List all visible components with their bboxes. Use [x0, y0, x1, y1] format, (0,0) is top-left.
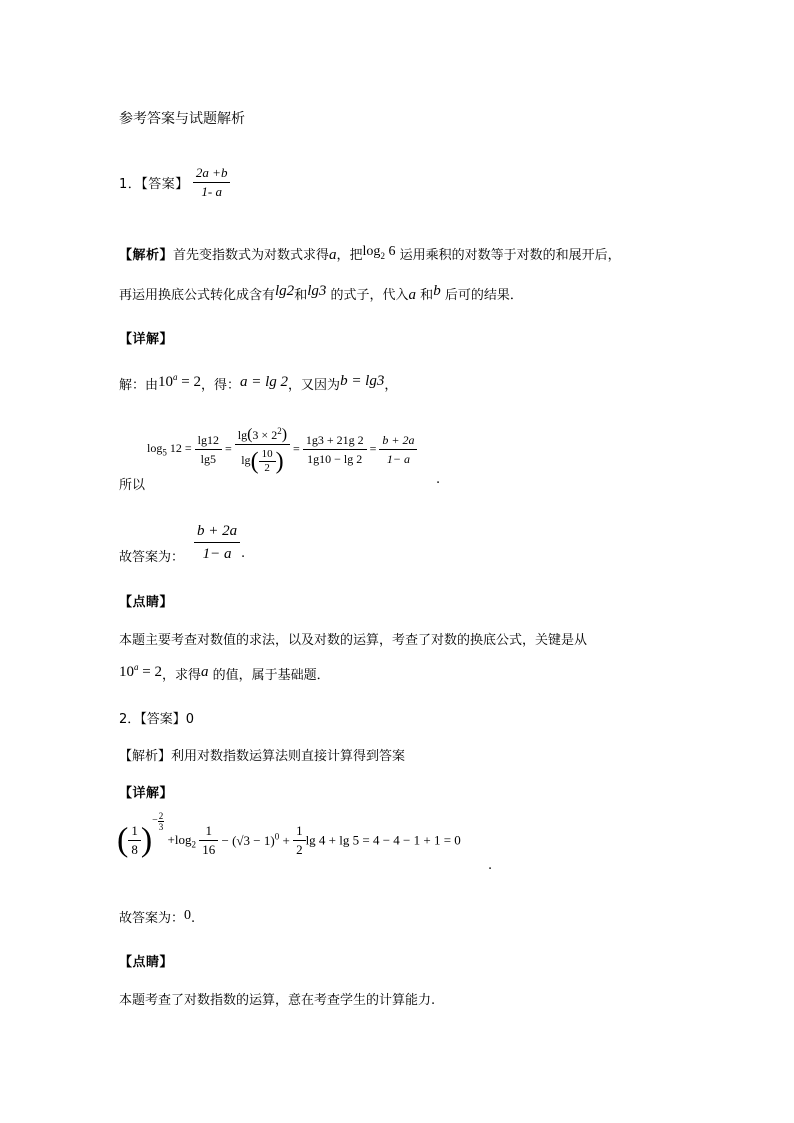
q1-analysis-line1	[119, 244, 621, 265]
chain-t2-den-den: 2	[264, 461, 270, 474]
q1-so-dot: .	[436, 472, 441, 487]
q1-final-dot: .	[241, 546, 246, 561]
q1-remark-10a: 10$^a$ = 2	[119, 662, 162, 680]
q1-so-label: 所以	[119, 478, 146, 493]
q1-answer	[119, 164, 230, 201]
q1-remark-10a-rhs: = 2	[142, 664, 162, 680]
q1-log2-6-arg: 6	[388, 244, 396, 259]
chain-t2-den-num: 10	[259, 448, 276, 462]
q1-analysis-text-2d: 和	[420, 288, 434, 303]
chain-t2-den-pre: lg	[241, 453, 251, 467]
q1-analysis-text-2e: 后可的结果．	[444, 288, 523, 303]
q2-frac-8: 8	[131, 842, 138, 857]
q2-eq-dot: .	[488, 858, 493, 873]
q1-lg2: lg2	[275, 283, 295, 299]
q2-log-part: $+\log_2$	[167, 831, 196, 850]
chain-t1-den: lg5	[200, 451, 216, 466]
q1-analysis-text-2a: 再运用换底公式转化成含有	[119, 288, 276, 303]
chain-t2-den: lg( $\frac{10}{2}$ )	[241, 447, 284, 475]
q1-lg3: lg3	[307, 283, 327, 299]
q1-final-den: 1− a	[202, 546, 232, 562]
q2-half-den: 2	[296, 842, 303, 857]
q2-log-text: +log	[167, 831, 192, 847]
q1-eq-b: b = lg3	[340, 373, 385, 389]
q2-minus-paren: − (√3 − 1)	[221, 833, 275, 849]
q1-var-a-2: a	[408, 287, 417, 303]
q1-analysis-text-1b: ，把	[336, 248, 363, 263]
page-title: 参考答案与试题解析	[119, 111, 245, 127]
q1-analysis-text-2b: 和	[294, 288, 308, 303]
q2-remark-tag: 【点睛】	[119, 955, 174, 970]
q2-final-val: 0	[184, 908, 192, 923]
q1-remark-line1: 本题主要考查对数值的求法，以及对数的运算，考查了对数的换底公式，关键是从	[119, 633, 588, 648]
q1-analysis-line2	[119, 284, 523, 304]
q1-eq-10a: 10$^a$ = 2	[158, 372, 201, 390]
q1-remark-2b: 的值，属于基础题．	[212, 668, 330, 683]
chain-t3-num: 1g3 + 21g 2	[303, 431, 367, 450]
chain-t2-num-pre: lg	[237, 428, 248, 442]
q1-analysis-text-1c: 运用乘积的对数等于对数的和展开后，	[399, 248, 621, 263]
q1-eq-10a-rhs: = 2	[181, 374, 201, 390]
q2-final-dot: .	[191, 911, 196, 926]
q1-log2-6: $\log_2 6$	[362, 244, 396, 261]
q2-final	[119, 907, 195, 927]
q1-solution-line	[119, 374, 397, 394]
q1-answer-label: 1．【答案】	[119, 177, 189, 192]
q2-answer-label: 2．【答案】0	[119, 712, 195, 727]
q1-remark-line2	[119, 664, 330, 684]
q2-equation: ( $\frac{1}{8}$ )$^{- \frac{2}{3}}$ $+\log_2$ $\frac{1}{16}$ − $(√3 - 1)^0$ + $\frac{1}{2}$ lg 4 + lg 5 = 4 − 4 − 1 + 1 = 0	[117, 810, 461, 859]
q1-sol-d: ，	[384, 378, 398, 393]
q1-sol-c: ，又因为	[288, 378, 341, 393]
chain-t2-num-in: 3 × 2	[252, 428, 278, 442]
chain-t2-num: $\lg(3 \times 2^2)$	[235, 422, 290, 445]
q1-sol-a: 解：由	[119, 378, 159, 393]
q1-var-a: a	[329, 247, 337, 263]
q1-remark-var-a: a	[200, 664, 209, 680]
q2-detail-tag: 【详解】	[119, 786, 174, 801]
q2-zero-exp: 0	[274, 831, 280, 842]
q2-frac-116-num: 1	[199, 822, 218, 841]
q1-sol-b: ，得：	[200, 378, 240, 393]
q1-remark-tag: 【点睛】	[119, 595, 174, 610]
q1-final-label: 故答案为：	[119, 550, 185, 565]
q1-analysis-tag: 【解析】	[119, 248, 174, 263]
q1-final-fraction	[194, 520, 240, 565]
q1-chain-equation: $\log_5 12$ = $\frac{\lg 12}{\lg 5}$ = $\lg(3 \times 2^2)$ lg( $\frac{10}{2}$ ) = $\frac{1g3 + 21g 2}{1g10 - \lg 2}$ = $\frac{b + 2a}{1- a}$	[147, 422, 417, 476]
q2-eq-tail: lg 4 + lg 5 = 4 − 4 − 1 + 1 = 0	[305, 832, 461, 848]
q2-half-num: 1	[293, 822, 306, 841]
q1-final-num: b + 2a	[194, 520, 240, 543]
q2-frac-116-den: 16	[202, 842, 216, 857]
q1-var-b: b	[433, 283, 441, 299]
q1-answer-fraction	[193, 164, 231, 201]
q2-exp-num: 2	[158, 810, 164, 821]
q1-eq-a: a = lg 2	[240, 374, 289, 390]
chain-t4-num: b + 2a	[379, 431, 417, 450]
q2-analysis: 【解析】利用对数指数运算法则直接计算得到答案	[119, 749, 406, 764]
q1-answer-den: 1- a	[201, 184, 222, 199]
q2-frac-1: 1	[128, 822, 141, 841]
q2-final-label: 故答案为：	[119, 911, 185, 926]
q1-answer-num: 2a +b	[193, 164, 231, 183]
chain-t4-den: 1− a	[386, 451, 410, 466]
q1-detail-tag: 【详解】	[119, 332, 174, 347]
chain-t3-den: 1g10 − lg 2	[307, 451, 363, 466]
q1-remark-2a: ，求得	[161, 668, 201, 683]
q2-exp-den: 3	[158, 821, 164, 832]
q2-remark: 本题考查了对数指数的运算，意在考查学生的计算能力.	[119, 993, 436, 1008]
q1-analysis-text-1a: 首先变指数式为对数式求得	[173, 248, 330, 263]
q1-analysis-text-2c: 的式子，代入	[330, 288, 409, 303]
chain-t1-num: lg12	[195, 431, 222, 450]
